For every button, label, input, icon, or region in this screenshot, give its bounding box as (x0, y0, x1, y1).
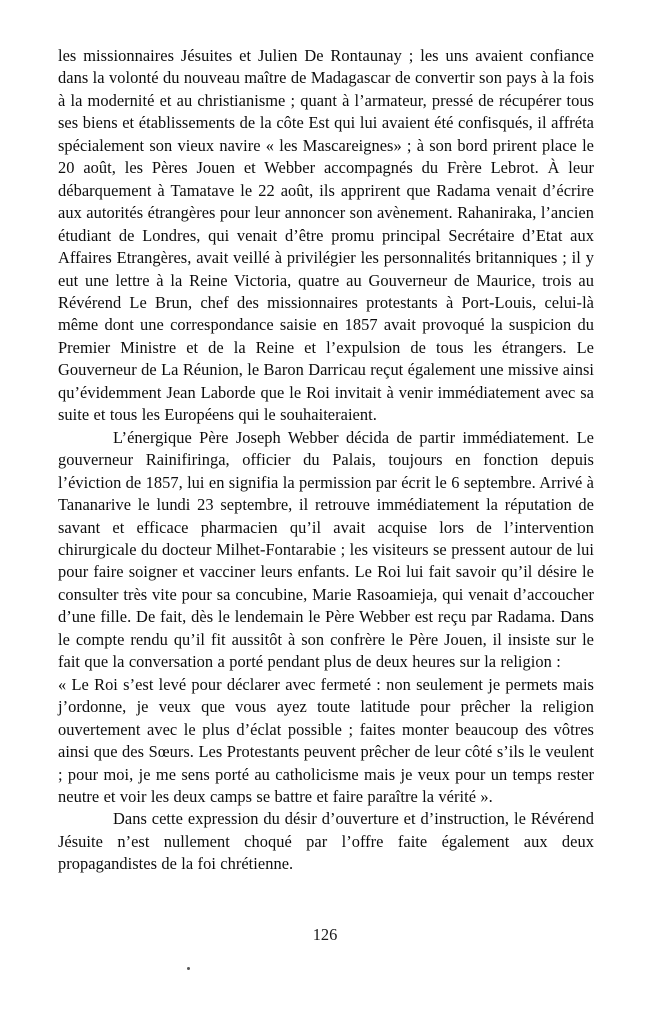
body-paragraph-2: L’énergique Père Joseph Webber décida de partir immédiatement. Le gouverneur Rainifiringa, officier du Palais, toujours en fonction depuis l’éviction de 1857, lui en signifia la permission par écrit le 6 septembre. Arrivé à Tananarive le lundi 23 septembre, il retrouve immédiatement la réputation de savant et efficace pharmacien qu’il avait acquise lors de l’intervention chirurgicale du docteur Milhet-Fontarabie ; les visiteurs se pressent autour de lui pour faire soigner et vacciner leurs enfants. Le Roi lui fait savoir qu’il désire le consulter très vite pour sa concubine, Marie Rasoamieja, qui venait d’accoucher d’une fille. De fait, dès le lendemain le Père Webber est reçu par Radama. Dans le compte rendu qu’il fit aussitôt à son confrère le Père Jouen, il insiste sur le fait que la conversation a porté pendant plus de deux heures sur la religion : (58, 427, 594, 672)
page-text-block (58, 45, 594, 876)
scan-speck-artifact (187, 967, 190, 970)
body-paragraph-3-quotation: « Le Roi s’est levé pour déclarer avec fermeté : non seulement je permets mais j’ordonne, je veux que vous ayez toute latitude pour prêcher la religion ouvertement avec le plus d’éclat possible ; faites monter beaucoup des vôtres ainsi que des Sœurs. Les Protestants peuvent prêcher de leur côté s’ils le veulent ; pour moi, je me sens porté au catholicisme mais je veux pour un temps rester neutre et voir les deux camps se battre et faire paraître la vérité ». (58, 674, 594, 806)
body-paragraph-4: Dans cette expression du désir d’ouverture et d’instruction, le Révérend Jésuite n’est nullement choqué par l’offre faite également aux deux propagandistes de la foi chrétienne. (58, 809, 594, 874)
page-number: 126 (312, 925, 338, 944)
body-paragraph-1: les missionnaires Jésuites et Julien De Rontaunay ; les uns avaient confiance dans la volonté du nouveau maître de Madagascar de convertir son pays à la fois à la modernité et au christianisme ; quant à l’armateur, pressé de récupérer tous ses biens et établissements de la côte Est qui lui avaient été confisqués, il affréta spécialement son vieux navire « les Mascareignes» ; à son bord prirent place le 20 août, les Pères Jouen et Webber accompagnés du Frère Lebrot. À leur débarquement à Tamatave le 22 août, ils apprirent que Radama venait d’écrire aux autorités étrangères pour leur annoncer son avènement. Rahaniraka, l’ancien étudiant de Londres, qui venait d’être promu principal Secrétaire d’Etat aux Affaires Etrangères, avait veillé à privilégier les personnalités britanniques ; il y eut une lettre à la Reine Victoria, quatre au Gouverneur de Maurice, trois au Révérend Le Brun, chef des missionnaires protestants à Port-Louis, celui-là même dont une correspondance saisie en 1857 avait provoqué la suspicion du Premier Ministre et de la Reine et l’expulsion de tous les étrangers. Le Gouverneur de La Réunion, le Baron Darricau reçut également une missive ainsi qu’évidemment Jean Laborde que le Roi invitait à venir immédiatement avec sa suite et tous les Européens qui le souhaiteraient. (58, 46, 594, 425)
